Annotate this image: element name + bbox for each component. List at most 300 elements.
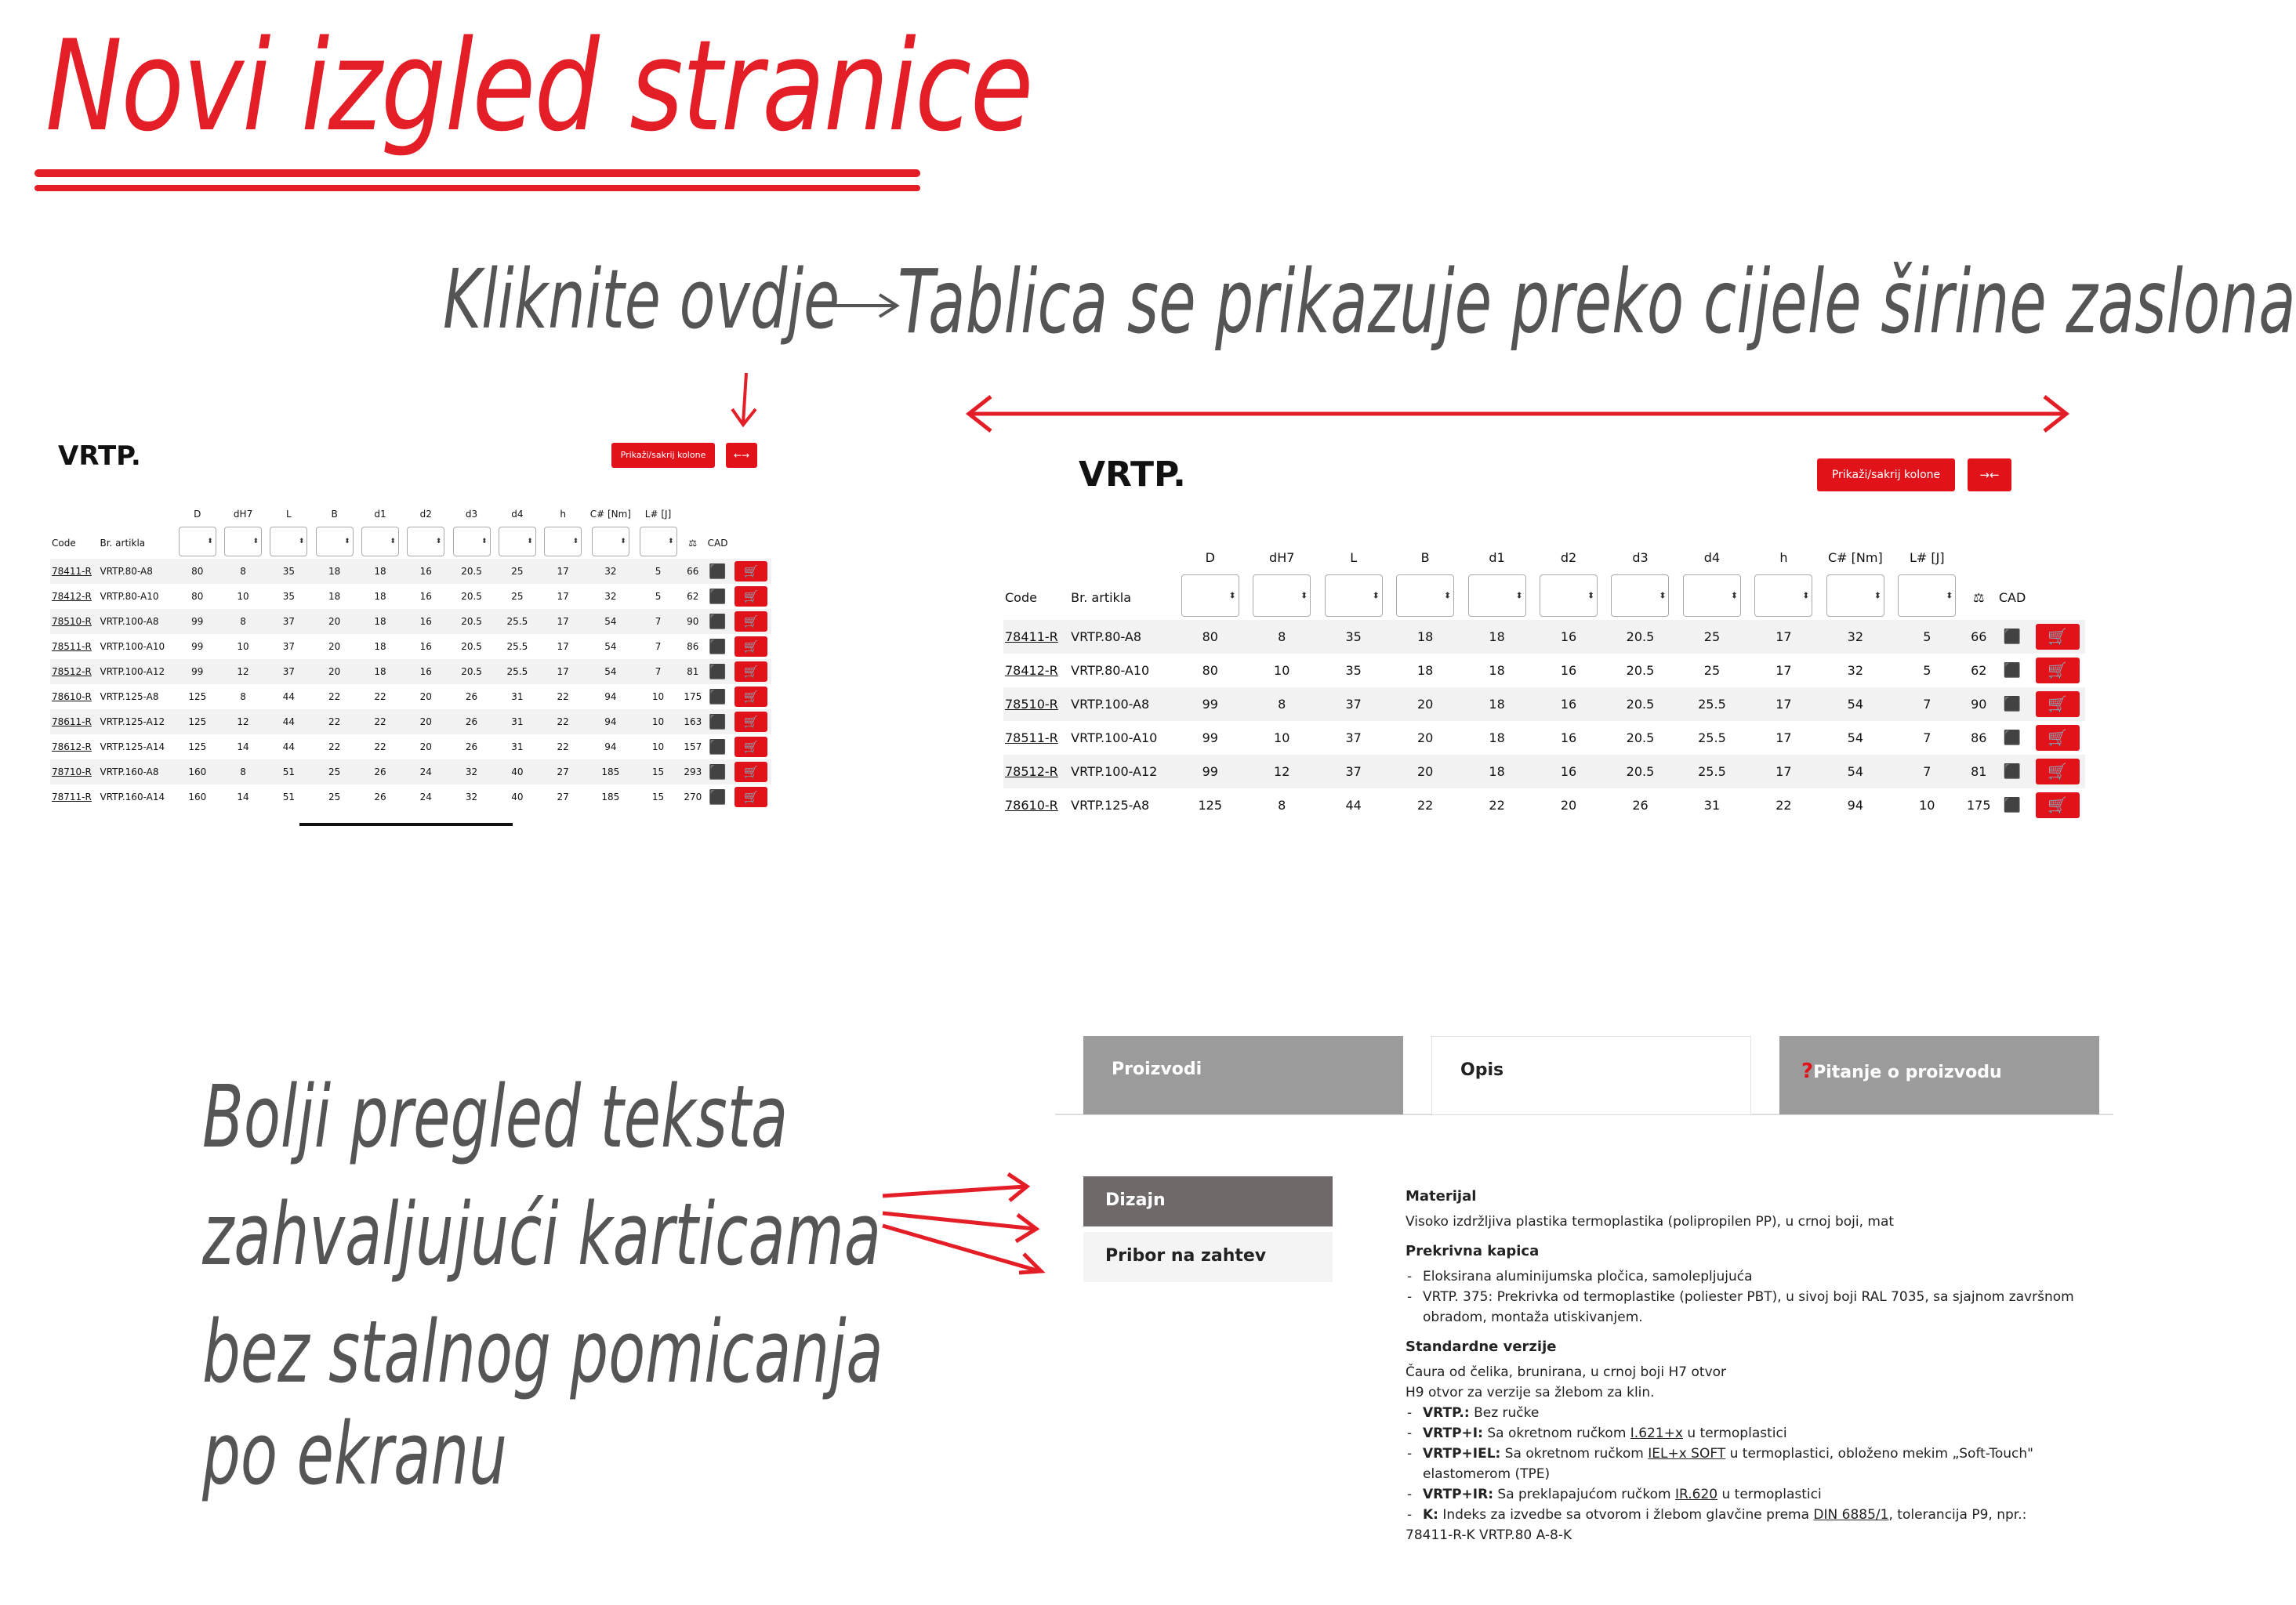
value-cell: 10 (1919, 798, 1935, 813)
value-cell: 20.5 (448, 659, 494, 684)
column-header: h (560, 509, 566, 520)
value-cell: 17 (540, 609, 586, 634)
value-cell: 62 (1971, 663, 1987, 678)
headline-underline-2 (34, 185, 920, 191)
value-cell: 7 (635, 659, 680, 684)
table-row (50, 584, 771, 609)
value-cell: 16 (419, 591, 432, 602)
cad-cube-icon[interactable]: ⬛ (705, 759, 731, 784)
value-cell: 22 (312, 709, 357, 734)
cad-cube-icon[interactable]: ⬛ (709, 638, 727, 655)
value-cell: 12 (1246, 755, 1318, 788)
value-cell: 35 (1345, 663, 1362, 678)
article-cell: VRTP.125-A12 (98, 709, 174, 734)
column-header: B (331, 509, 338, 520)
value-cell: 54 (586, 609, 635, 634)
tab-question[interactable] (1779, 1036, 2099, 1114)
article-header: Br. artikla (1071, 589, 1132, 605)
value-cell: 81 (1963, 755, 1995, 788)
value-cell: 31 (511, 691, 524, 702)
value-cell: 17 (540, 559, 586, 584)
expand-table-button[interactable]: ←→ (726, 443, 757, 468)
value-cell: 15 (635, 759, 680, 784)
annotation-table: Tablica se prikazuje preko cijele širine zaslona (898, 252, 2296, 353)
value-cell: 66 (681, 559, 705, 584)
value-cell: 40 (511, 792, 524, 802)
value-cell: 17 (1748, 687, 1819, 721)
product-code-link[interactable]: 78611-R (50, 709, 98, 734)
column-filter-select[interactable] (1540, 574, 1598, 617)
value-cell: 94 (604, 691, 617, 702)
value-cell: 26 (374, 792, 386, 802)
column-filter-select[interactable] (1325, 574, 1383, 617)
value-cell: 18 (1461, 755, 1532, 788)
article-cell: VRTP.80-A10 (1071, 663, 1150, 678)
article-cell: VRTP.100-A8 (98, 609, 174, 634)
column-header: B (1420, 550, 1430, 565)
value-cell: 18 (312, 559, 357, 584)
cart-icon[interactable]: 🛒 (735, 586, 767, 607)
product-code-link[interactable]: 78412-R (1005, 663, 1058, 678)
column-filter-select[interactable] (499, 527, 536, 556)
value-cell: 32 (448, 759, 494, 784)
cart-icon[interactable]: 🛒 (735, 787, 767, 807)
column-header: d1 (1489, 550, 1505, 565)
value-cell: 125 (188, 691, 207, 702)
column-header: d3 (1632, 550, 1649, 565)
value-cell: 44 (1345, 798, 1362, 813)
value-cell: 26 (357, 759, 403, 784)
question-icon: ? (1801, 1060, 1814, 1083)
value-cell: 66 (1963, 620, 1995, 654)
value-cell: 32 (1847, 663, 1864, 678)
column-filter-select[interactable] (1611, 574, 1669, 617)
value-cell: 99 (1174, 755, 1246, 788)
value-cell: 54 (604, 641, 617, 652)
value-cell: 20.5 (1605, 620, 1676, 654)
value-cell: 125 (175, 709, 220, 734)
column-header: h (1779, 550, 1788, 565)
value-cell: 18 (1389, 620, 1460, 654)
cad-cube-icon[interactable]: ⬛ (1995, 755, 2030, 788)
table-row (1003, 721, 2085, 755)
value-cell: 35 (282, 591, 295, 602)
value-cell: 16 (1532, 620, 1604, 654)
value-cell: 8 (220, 559, 266, 584)
description-panel (1406, 1180, 2095, 1545)
value-cell: 8 (220, 759, 266, 784)
value-cell: 7 (1892, 755, 1963, 788)
product-code-link[interactable]: 78711-R (52, 792, 92, 802)
weight-icon: ⚖ (688, 537, 698, 549)
value-cell: 22 (1416, 798, 1434, 813)
toggle-columns-button-large[interactable]: Prikaži/sakrij kolone (1817, 458, 1955, 491)
value-cell: 20.5 (1605, 687, 1676, 721)
cap-title: Prekrivna kapica (1406, 1243, 1540, 1259)
annotation-tabs-3: bez stalnog pomicanja (202, 1302, 883, 1402)
value-cell: 25 (312, 759, 357, 784)
cart-icon[interactable]: 🛒 (2036, 792, 2080, 818)
article-cell: VRTP.80-A10 (100, 591, 159, 602)
column-filter-select[interactable] (316, 527, 354, 556)
scrollbar-thumb[interactable] (299, 823, 513, 826)
value-cell: 26 (1632, 798, 1649, 813)
arrow-down-icon (729, 368, 760, 431)
value-cell: 8 (1278, 798, 1286, 813)
table-row (50, 784, 771, 810)
table-row (50, 609, 771, 634)
cart-icon[interactable]: 🛒 (735, 561, 767, 581)
link-iel-soft[interactable]: IEL+x SOFT (1648, 1446, 1726, 1462)
column-header: dH7 (233, 509, 253, 520)
arrows-to-menu-icon (878, 1168, 1050, 1277)
arrow-right-icon (807, 288, 901, 320)
product-code-link[interactable]: 78610-R (1005, 798, 1058, 813)
value-cell: 35 (1318, 620, 1389, 654)
product-code-link[interactable]: 78612-R (52, 741, 92, 752)
product-code-link[interactable]: 78510-R (50, 609, 98, 634)
product-code-link[interactable]: 78412-R (52, 591, 92, 602)
article-cell: VRTP.100-A8 (1069, 687, 1174, 721)
value-cell: 18 (328, 591, 341, 602)
table-row (50, 684, 771, 709)
value-cell: 22 (1489, 798, 1505, 813)
value-cell: 7 (655, 641, 662, 652)
column-header: L (1350, 550, 1358, 565)
collapse-table-button[interactable]: →← (1968, 458, 2011, 491)
value-cell: 18 (357, 609, 403, 634)
value-cell: 10 (651, 691, 665, 702)
product-code-link[interactable]: 78512-R (50, 659, 98, 684)
article-cell: VRTP.100-A12 (98, 659, 174, 684)
value-cell: 16 (403, 609, 448, 634)
cart-icon[interactable]: 🛒 (735, 712, 767, 732)
column-filter-select[interactable] (1181, 574, 1239, 617)
product-code-link[interactable]: 78512-R (1003, 755, 1069, 788)
value-cell: 8 (240, 691, 246, 702)
value-cell: 80 (191, 591, 204, 602)
column-header: d4 (511, 509, 524, 520)
link-ir620[interactable]: IR.620 (1675, 1487, 1718, 1502)
value-cell: 25 (328, 792, 341, 802)
value-cell: 31 (495, 709, 540, 734)
tab-products[interactable]: Proizvodi (1083, 1036, 1403, 1114)
value-cell: 16 (1532, 755, 1604, 788)
column-header: d2 (419, 509, 432, 520)
value-cell: 7 (635, 609, 680, 634)
value-cell: 163 (681, 709, 705, 734)
annotation-tabs-1: Bolji pregled teksta (202, 1067, 789, 1167)
value-cell: 20 (1416, 730, 1434, 745)
column-filter-select[interactable] (179, 527, 216, 556)
product-code-link[interactable]: 78510-R (1003, 687, 1069, 721)
value-cell: 90 (681, 609, 705, 634)
value-cell: 22 (374, 691, 386, 702)
value-cell: 20 (419, 691, 432, 702)
column-filter-select[interactable] (1468, 574, 1526, 617)
column-filter-select[interactable] (1826, 574, 1884, 617)
material-text: Visoko izdržljiva plastika termoplastika (polipropilen PP), u crnoj boji, mat (1406, 1214, 1895, 1230)
article-cell: VRTP.100-A10 (1071, 730, 1158, 745)
cad-cube-icon[interactable]: ⬛ (2003, 662, 2022, 679)
value-cell: 18 (357, 659, 403, 684)
article-cell: VRTP.125-A8 (1071, 798, 1150, 813)
cart-icon[interactable]: 🛒 (2036, 691, 2080, 717)
version-item: - VRTP.: Bez ručke (1406, 1403, 2095, 1423)
value-cell: 20 (403, 709, 448, 734)
product-title: VRTP. (58, 440, 141, 472)
table-row (50, 659, 771, 684)
value-cell: 17 (1776, 730, 1792, 745)
value-cell: 8 (220, 609, 266, 634)
value-cell: 20 (1389, 687, 1460, 721)
article-cell: VRTP.100-A10 (100, 641, 165, 652)
value-cell: 18 (1461, 687, 1532, 721)
value-cell: 10 (237, 641, 249, 652)
value-cell: 44 (282, 691, 295, 702)
value-cell: 185 (601, 792, 620, 802)
cart-icon[interactable]: 🛒 (2036, 759, 2080, 784)
value-cell: 7 (1923, 730, 1931, 745)
column-header: d2 (1560, 550, 1577, 565)
cart-icon[interactable]: 🛒 (735, 636, 767, 657)
table-row (1003, 788, 2085, 822)
value-cell: 20 (1560, 798, 1577, 813)
value-cell: 125 (1198, 798, 1223, 813)
column-filter-select[interactable] (640, 527, 677, 556)
product-code-link[interactable]: 78610-R (52, 691, 92, 702)
value-cell: 54 (1847, 730, 1864, 745)
value-cell: 22 (1776, 798, 1792, 813)
value-cell: 175 (684, 691, 702, 702)
cad-cube-icon[interactable]: ⬛ (2003, 730, 2022, 746)
value-cell: 94 (604, 741, 617, 752)
table-row (50, 709, 771, 734)
value-cell: 20.5 (1605, 755, 1676, 788)
value-cell: 35 (266, 559, 311, 584)
version-item: - K: Indeks za izvedbe sa otvorom i žlebom glavčine prema DIN 6885/1, tolerancija P9, npr.: (1406, 1505, 2095, 1525)
value-cell: 99 (191, 641, 204, 652)
value-cell: 14 (237, 792, 249, 802)
value-cell: 51 (282, 792, 295, 802)
cart-icon[interactable]: 🛒 (735, 687, 767, 707)
value-cell: 160 (175, 759, 220, 784)
cad-cube-icon[interactable]: ⬛ (709, 688, 727, 705)
value-cell: 20 (419, 741, 432, 752)
value-cell: 90 (1963, 687, 1995, 721)
column-filter-select[interactable] (407, 527, 444, 556)
link-din[interactable]: DIN 6885/1 (1813, 1507, 1889, 1523)
value-cell: 10 (651, 741, 665, 752)
column-filter-select[interactable] (1253, 574, 1311, 617)
column-filter-select[interactable] (224, 527, 262, 556)
value-cell: 157 (684, 741, 702, 752)
value-cell: 16 (403, 559, 448, 584)
table-row (50, 559, 771, 584)
article-cell: VRTP.160-A14 (100, 792, 165, 802)
value-cell: 25.5 (506, 641, 528, 652)
value-cell: 99 (175, 659, 220, 684)
tab-description[interactable]: Opis (1431, 1036, 1751, 1114)
value-cell: 37 (282, 641, 295, 652)
column-filter-select[interactable] (453, 527, 491, 556)
side-item-design[interactable]: Dizajn (1083, 1176, 1333, 1226)
value-cell: 293 (681, 759, 705, 784)
value-cell: 5 (1892, 620, 1963, 654)
value-cell: 18 (1489, 730, 1505, 745)
value-cell: 37 (266, 609, 311, 634)
cad-cube-icon[interactable]: ⬛ (1995, 620, 2030, 654)
cad-cube-icon[interactable]: ⬛ (709, 588, 727, 605)
column-header: C# [Nm] (1828, 550, 1883, 565)
table-row (50, 734, 771, 759)
product-code-link[interactable]: 78511-R (52, 641, 92, 652)
table-row (1003, 755, 2085, 788)
cad-cube-icon[interactable]: ⬛ (2003, 797, 2022, 813)
column-filter-select[interactable] (1754, 574, 1812, 617)
cart-icon[interactable]: 🛒 (2036, 658, 2080, 683)
value-cell: 25.5 (1676, 687, 1747, 721)
value-cell: 7 (1892, 687, 1963, 721)
value-cell: 20.5 (448, 559, 494, 584)
product-code-link[interactable]: 78511-R (1005, 730, 1058, 745)
value-cell: 12 (220, 709, 266, 734)
value-cell: 15 (651, 792, 665, 802)
cad-cube-icon[interactable]: ⬛ (709, 738, 727, 755)
column-filter-select[interactable] (544, 527, 582, 556)
cad-header: CAD (707, 537, 728, 549)
value-cell: 8 (1246, 687, 1318, 721)
column-header: D (1205, 550, 1215, 565)
column-filter-select[interactable] (1898, 574, 1956, 617)
column-filter-select[interactable] (361, 527, 399, 556)
tab-question-label: Pitanje o proizvodu (1813, 1063, 2002, 1082)
value-cell: 44 (282, 741, 295, 752)
value-cell: 27 (540, 759, 586, 784)
value-cell: 16 (1532, 687, 1604, 721)
value-cell: 20.5 (461, 641, 482, 652)
value-cell: 17 (540, 659, 586, 684)
value-cell: 185 (586, 759, 635, 784)
std-line: Čaura od čelika, brunirana, u crnoj boji H7 otvor (1406, 1364, 1727, 1380)
value-cell: 80 (1174, 620, 1246, 654)
weight-icon: ⚖ (1973, 589, 1985, 605)
value-cell: 20.5 (461, 591, 482, 602)
article-cell: VRTP.80-A8 (98, 559, 174, 584)
column-filter-select[interactable] (592, 527, 629, 556)
article-cell: VRTP.125-A8 (100, 691, 159, 702)
cad-cube-icon[interactable]: ⬛ (705, 559, 731, 584)
link-i621[interactable]: I.621+x (1630, 1426, 1683, 1441)
value-cell: 14 (237, 741, 249, 752)
value-cell: 62 (687, 591, 699, 602)
value-cell: 37 (1318, 687, 1389, 721)
table-row (50, 759, 771, 784)
cart-icon[interactable]: 🛒 (735, 661, 767, 682)
value-cell: 25.5 (1676, 755, 1747, 788)
value-cell: 40 (495, 759, 540, 784)
value-cell: 18 (1461, 620, 1532, 654)
column-header: D (194, 509, 201, 520)
value-cell: 32 (586, 559, 635, 584)
column-header: d4 (1703, 550, 1721, 565)
cad-cube-icon[interactable]: ⬛ (709, 788, 727, 806)
product-code-link[interactable]: 78710-R (50, 759, 98, 784)
cart-icon[interactable]: 🛒 (735, 737, 767, 757)
column-filter-select[interactable] (270, 527, 307, 556)
value-cell: 18 (357, 559, 403, 584)
article-header: Br. artikla (100, 537, 146, 549)
double-arrow-icon (963, 392, 2073, 439)
value-cell: 160 (188, 792, 207, 802)
side-item-accessories[interactable]: Pribor na zahtev (1083, 1232, 1333, 1282)
cart-icon[interactable]: 🛒 (2036, 725, 2080, 751)
version-item: - VRTP+I: Sa okretnom ručkom I.621+x u termoplastici (1406, 1423, 2095, 1444)
value-cell: 5 (635, 559, 680, 584)
product-code-link[interactable]: 78411-R (1003, 620, 1069, 654)
value-cell: 17 (557, 641, 569, 652)
value-cell: 20 (1389, 755, 1460, 788)
value-cell: 22 (540, 709, 586, 734)
cad-cube-icon[interactable]: ⬛ (705, 659, 731, 684)
value-cell: 99 (1174, 687, 1246, 721)
headline-underline (34, 169, 920, 177)
table-row (1003, 620, 2085, 654)
value-cell: 20.5 (1626, 730, 1655, 745)
toggle-columns-button[interactable]: Prikaži/sakrij kolone (611, 443, 715, 468)
column-header: L (286, 509, 292, 520)
cad-cube-icon[interactable]: ⬛ (1995, 687, 2030, 721)
value-cell: 22 (557, 741, 569, 752)
value-cell: 5 (655, 591, 662, 602)
value-cell: 94 (1847, 798, 1864, 813)
cad-header: CAD (1998, 589, 2026, 605)
value-cell: 16 (403, 659, 448, 684)
value-cell: 54 (1819, 755, 1891, 788)
value-cell: 17 (1776, 663, 1792, 678)
value-cell: 270 (684, 792, 702, 802)
value-cell: 86 (1971, 730, 1987, 745)
value-cell: 5 (1923, 663, 1931, 678)
article-cell: VRTP.80-A8 (1069, 620, 1174, 654)
value-cell: 99 (175, 609, 220, 634)
value-cell: 81 (681, 659, 705, 684)
column-filter-select[interactable] (1396, 574, 1454, 617)
value-cell: 18 (1489, 663, 1505, 678)
value-cell: 10 (635, 709, 680, 734)
cart-icon[interactable]: 🛒 (735, 762, 767, 782)
cad-cube-icon[interactable]: ⬛ (705, 609, 731, 634)
value-cell: 18 (1416, 663, 1434, 678)
column-filter-select[interactable] (1683, 574, 1741, 617)
filter-row (1003, 574, 2085, 620)
code-header: Code (52, 537, 76, 549)
cad-cube-icon[interactable]: ⬛ (705, 709, 731, 734)
cart-icon[interactable]: 🛒 (2036, 624, 2080, 650)
column-header: L# [J] (1910, 550, 1945, 565)
value-cell: 37 (1345, 730, 1362, 745)
example-text: 78411-R-K VRTP.80 A-8-K (1406, 1527, 1572, 1543)
product-code-link[interactable]: 78411-R (50, 559, 98, 584)
value-cell: 17 (1748, 620, 1819, 654)
cart-icon[interactable]: 🛒 (735, 611, 767, 632)
value-cell: 80 (1202, 663, 1218, 678)
value-cell: 32 (465, 792, 478, 802)
value-cell: 20 (328, 641, 341, 652)
value-cell: 22 (357, 709, 403, 734)
value-cell: 26 (448, 709, 494, 734)
value-cell: 31 (1703, 798, 1721, 813)
